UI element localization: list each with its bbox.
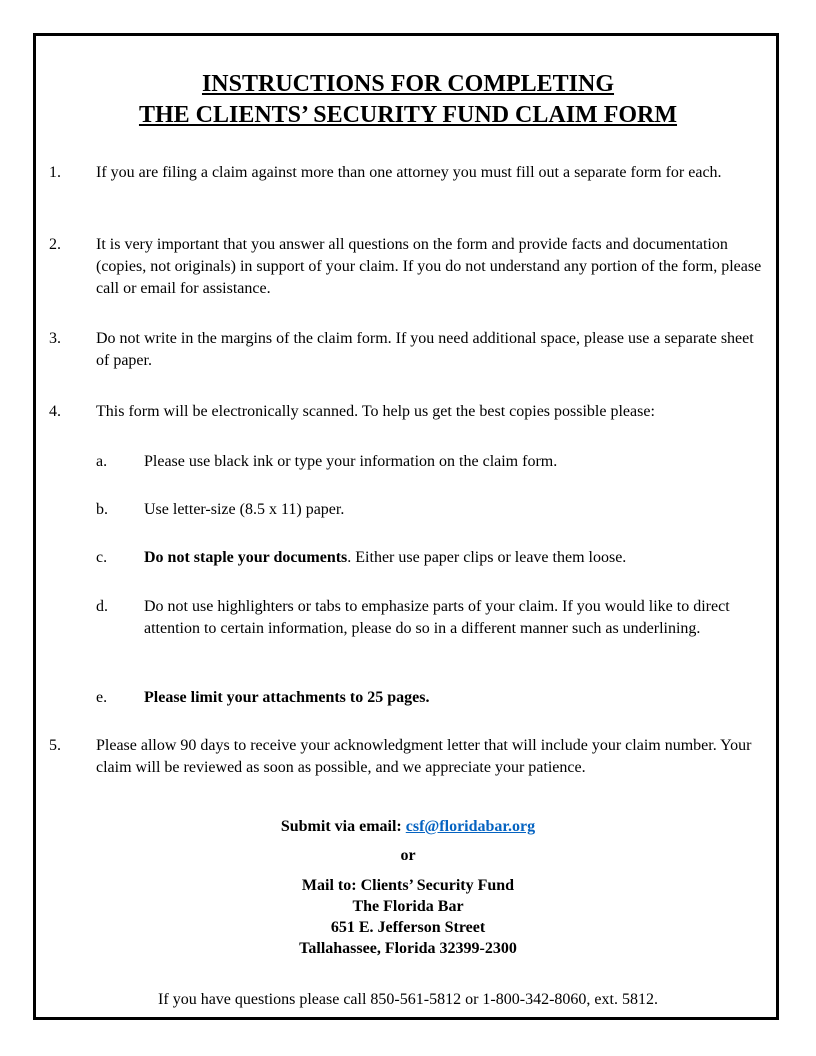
subitem-e-letter: e. [96, 689, 108, 706]
subitem-e-bold: Please limit your attachments to 25 pages. [144, 689, 430, 706]
mail-street-line: 651 E. Jefferson Street [330, 919, 486, 936]
mail-to-line: Mail to: Clients’ Security Fund [301, 877, 515, 894]
item-5-text: Please allow 90 days to receive your acknowledgment letter that will include your claim number. Your claim will be reviewed as soon as possible, and we appreciate your patience. [96, 737, 752, 776]
item-4-number: 4. [49, 403, 61, 420]
footer-contact: If you have questions please call 850-561-5812 or 1-800-342-8060, ext. 5812. [158, 991, 658, 1008]
subitem-c-bold: Do not staple your documents [144, 549, 348, 566]
subitem-a-letter: a. [96, 453, 108, 470]
subitem-a-text: Please use black ink or type your information on the claim form. [144, 453, 558, 470]
item-3-text: Do not write in the margins of the claim form. If you need additional space, please use a separate sheet of paper. [96, 330, 754, 369]
mail-org-line: The Florida Bar [352, 898, 464, 915]
email-link[interactable]: csf@floridabar.org [405, 818, 536, 835]
subitem-c-text [144, 547, 774, 569]
item-3-number: 3. [49, 330, 61, 347]
subitem-d-letter: d. [96, 598, 108, 615]
item-2-number: 2. [49, 236, 61, 253]
submit-email-label: Submit via email: [280, 818, 406, 835]
item-1-text: If you are filing a claim against more than one attorney you must fill out a separate form for each. [96, 164, 722, 181]
page-title-line-2: THE CLIENTS’ SECURITY FUND CLAIM FORM [138, 102, 678, 128]
submit-or: or [400, 847, 416, 864]
subitem-b-letter: b. [96, 501, 108, 518]
subitem-d-text: Do not use highlighters or tabs to emphasize parts of your claim. If you would like to direct attention to certain information, please do so in a different manner such as underlining. [144, 598, 730, 637]
mail-city-line: Tallahassee, Florida 32399-2300 [299, 940, 517, 957]
subitem-e-text [144, 687, 774, 709]
subitem-b-text: Use letter-size (8.5 x 11) paper. [144, 501, 345, 518]
item-2-text: It is very important that you answer all questions on the form and provide facts and documentation (copies, not originals) in support of your claim. If you do not understand any portion of the form, please call or email for assistance. [96, 236, 762, 297]
item-4-text: This form will be electronically scanned. To help us get the best copies possible please: [96, 403, 655, 420]
item-1-number: 1. [49, 164, 61, 181]
item-5-number: 5. [49, 737, 61, 754]
page-title-line-1: INSTRUCTIONS FOR COMPLETING [201, 71, 615, 97]
subitem-c-letter: c. [96, 549, 108, 566]
subitem-c-rest: . Either use paper clips or leave them loose. [347, 549, 627, 566]
submit-email-line [0, 816, 816, 837]
